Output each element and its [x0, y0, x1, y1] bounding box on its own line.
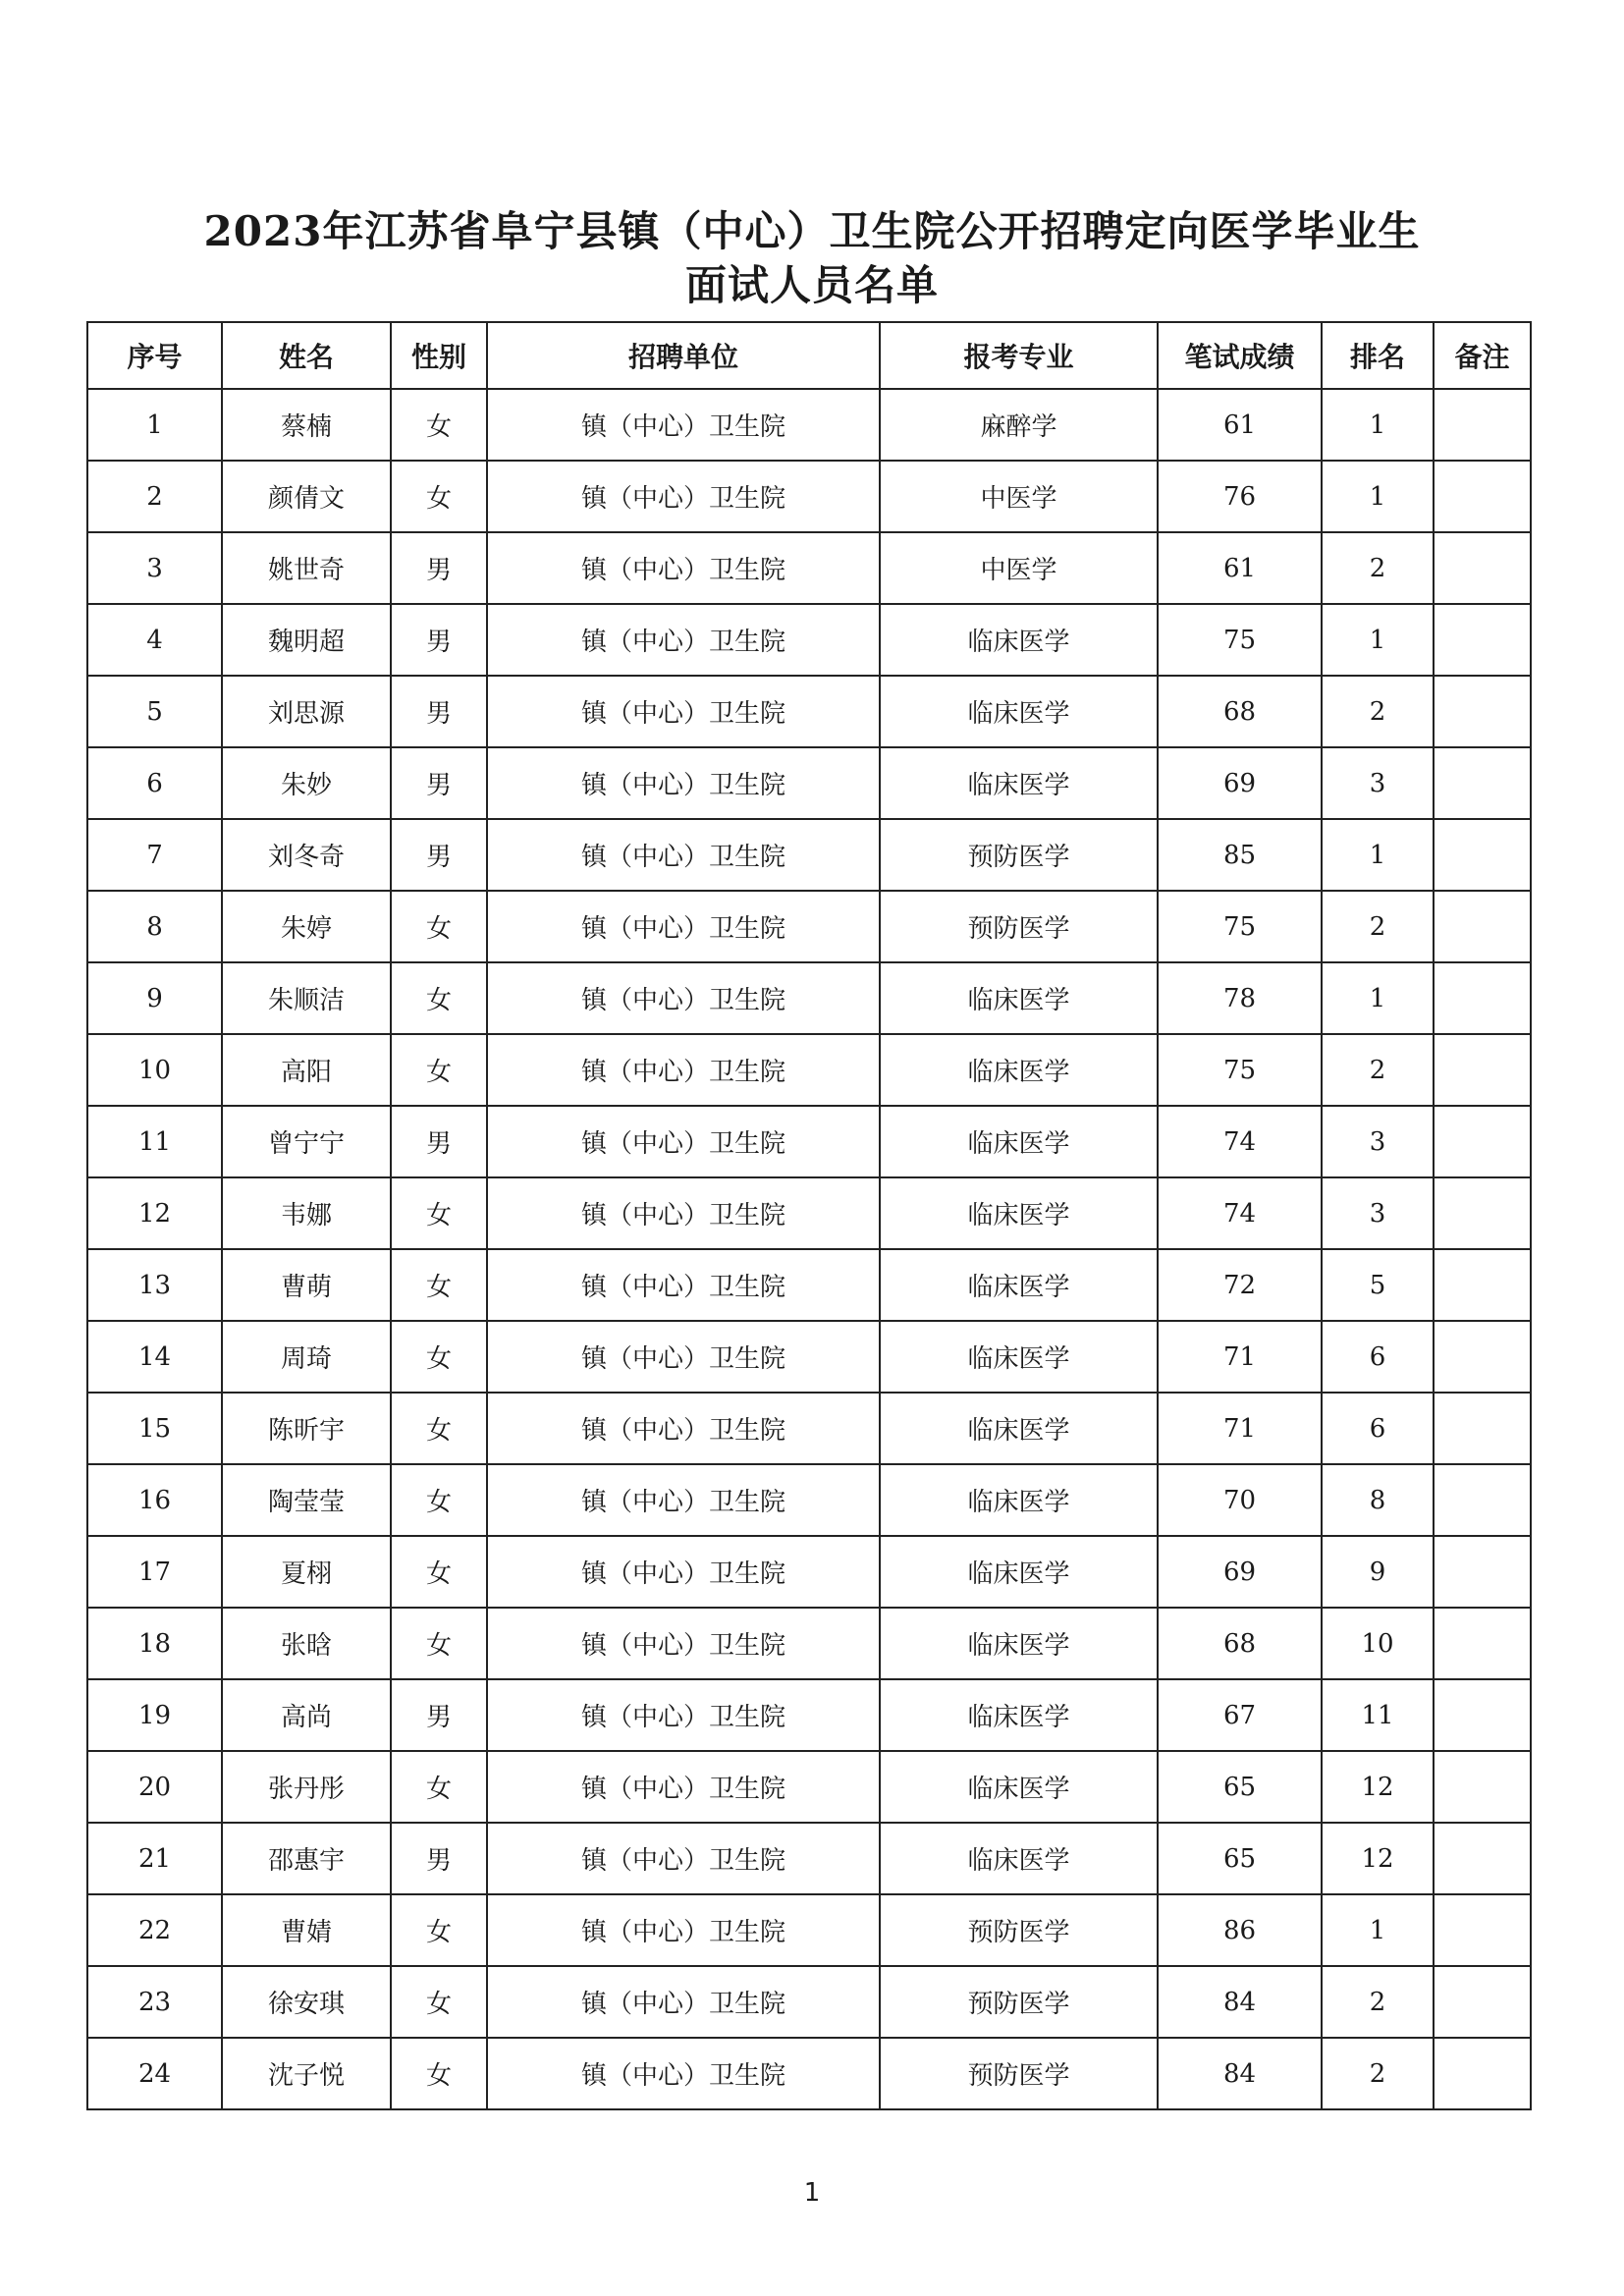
- major-cell: 临床医学: [880, 747, 1158, 819]
- unit-cell: 镇（中心）卫生院: [487, 819, 880, 891]
- note-cell: [1434, 1751, 1531, 1823]
- name-cell: 高阳: [222, 1034, 391, 1106]
- name-cell: 陶莹莹: [222, 1464, 391, 1536]
- score-cell: 72: [1158, 1249, 1322, 1321]
- unit-cell: 镇（中心）卫生院: [487, 1034, 880, 1106]
- note-cell: [1434, 604, 1531, 676]
- rank-cell: 1: [1322, 962, 1434, 1034]
- rank-cell: 1: [1322, 461, 1434, 532]
- note-cell: [1434, 2038, 1531, 2109]
- rank-cell: 9: [1322, 1536, 1434, 1608]
- seq-cell: 23: [87, 1966, 222, 2038]
- document-title-line-2: 面试人员名单: [684, 261, 939, 309]
- major-cell: 临床医学: [880, 962, 1158, 1034]
- major-cell: 临床医学: [880, 1321, 1158, 1393]
- score-cell: 75: [1158, 1034, 1322, 1106]
- note-cell: [1434, 1536, 1531, 1608]
- major-cell: 中医学: [880, 532, 1158, 604]
- major-cell: 预防医学: [880, 1966, 1158, 2038]
- name-cell: 曾宁宁: [222, 1106, 391, 1177]
- rank-cell: 3: [1322, 1106, 1434, 1177]
- major-cell: 预防医学: [880, 819, 1158, 891]
- seq-cell: 14: [87, 1321, 222, 1393]
- score-cell: 84: [1158, 1966, 1322, 2038]
- unit-cell: 镇（中心）卫生院: [487, 1679, 880, 1751]
- table-body: [87, 389, 1531, 2109]
- rank-cell: 3: [1322, 747, 1434, 819]
- score-cell: 68: [1158, 676, 1322, 747]
- name-cell: 张丹彤: [222, 1751, 391, 1823]
- note-cell: [1434, 461, 1531, 532]
- gender-cell: 女: [391, 1536, 487, 1608]
- unit-cell: 镇（中心）卫生院: [487, 747, 880, 819]
- score-cell: 69: [1158, 1536, 1322, 1608]
- note-cell: [1434, 676, 1531, 747]
- table-row: [87, 1608, 1531, 1679]
- major-cell: 临床医学: [880, 1106, 1158, 1177]
- unit-cell: 镇（中心）卫生院: [487, 1464, 880, 1536]
- score-cell: 85: [1158, 819, 1322, 891]
- note-cell: [1434, 1321, 1531, 1393]
- table-row: [87, 1393, 1531, 1464]
- major-cell: 临床医学: [880, 1608, 1158, 1679]
- major-cell: 临床医学: [880, 1393, 1158, 1464]
- unit-cell: 镇（中心）卫生院: [487, 1106, 880, 1177]
- gender-cell: 女: [391, 891, 487, 962]
- name-cell: 颜倩文: [222, 461, 391, 532]
- major-cell: 预防医学: [880, 2038, 1158, 2109]
- unit-cell: 镇（中心）卫生院: [487, 1823, 880, 1894]
- unit-cell: 镇（中心）卫生院: [487, 2038, 880, 2109]
- seq-cell: 1: [87, 389, 222, 461]
- score-cell: 65: [1158, 1751, 1322, 1823]
- gender-cell: 女: [391, 1177, 487, 1249]
- gender-cell: 女: [391, 962, 487, 1034]
- unit-cell: 镇（中心）卫生院: [487, 461, 880, 532]
- note-cell: [1434, 1393, 1531, 1464]
- unit-cell: 镇（中心）卫生院: [487, 676, 880, 747]
- name-cell: 姚世奇: [222, 532, 391, 604]
- rank-cell: 2: [1322, 891, 1434, 962]
- name-cell: 张晗: [222, 1608, 391, 1679]
- seq-cell: 4: [87, 604, 222, 676]
- table-row: [87, 1464, 1531, 1536]
- gender-cell: 女: [391, 1249, 487, 1321]
- table-row: [87, 962, 1531, 1034]
- major-cell: 临床医学: [880, 1751, 1158, 1823]
- unit-cell: 镇（中心）卫生院: [487, 389, 880, 461]
- seq-cell: 12: [87, 1177, 222, 1249]
- unit-cell: 镇（中心）卫生院: [487, 962, 880, 1034]
- gender-cell: 女: [391, 1034, 487, 1106]
- name-cell: 朱婷: [222, 891, 391, 962]
- note-cell: [1434, 819, 1531, 891]
- unit-cell: 镇（中心）卫生院: [487, 1536, 880, 1608]
- seq-cell: 6: [87, 747, 222, 819]
- seq-cell: 9: [87, 962, 222, 1034]
- score-cell: 69: [1158, 747, 1322, 819]
- table-row: [87, 604, 1531, 676]
- seq-cell: 10: [87, 1034, 222, 1106]
- note-cell: [1434, 1106, 1531, 1177]
- note-cell: [1434, 1034, 1531, 1106]
- score-cell: 71: [1158, 1393, 1322, 1464]
- rank-cell: 1: [1322, 389, 1434, 461]
- major-cell: 预防医学: [880, 1894, 1158, 1966]
- score-cell: 71: [1158, 1321, 1322, 1393]
- gender-cell: 男: [391, 532, 487, 604]
- table-row: [87, 1751, 1531, 1823]
- name-cell: 高尚: [222, 1679, 391, 1751]
- unit-cell: 镇（中心）卫生院: [487, 1393, 880, 1464]
- table-row: [87, 819, 1531, 891]
- score-cell: 61: [1158, 532, 1322, 604]
- table-row: [87, 1177, 1531, 1249]
- table-row: [87, 747, 1531, 819]
- table-row: [87, 2038, 1531, 2109]
- score-cell: 61: [1158, 389, 1322, 461]
- rank-cell: 1: [1322, 604, 1434, 676]
- seq-cell: 20: [87, 1751, 222, 1823]
- rank-cell: 10: [1322, 1608, 1434, 1679]
- note-cell: [1434, 962, 1531, 1034]
- seq-cell: 17: [87, 1536, 222, 1608]
- rank-cell: 6: [1322, 1321, 1434, 1393]
- col-score-header: 笔试成绩: [1158, 322, 1322, 389]
- name-cell: 刘思源: [222, 676, 391, 747]
- name-cell: 朱妙: [222, 747, 391, 819]
- note-cell: [1434, 1679, 1531, 1751]
- gender-cell: 女: [391, 2038, 487, 2109]
- note-cell: [1434, 1249, 1531, 1321]
- seq-cell: 3: [87, 532, 222, 604]
- seq-cell: 5: [87, 676, 222, 747]
- gender-cell: 女: [391, 1321, 487, 1393]
- table-row: [87, 1249, 1531, 1321]
- major-cell: 临床医学: [880, 1177, 1158, 1249]
- score-cell: 78: [1158, 962, 1322, 1034]
- unit-cell: 镇（中心）卫生院: [487, 1177, 880, 1249]
- table-row: [87, 891, 1531, 962]
- gender-cell: 男: [391, 676, 487, 747]
- rank-cell: 1: [1322, 819, 1434, 891]
- unit-cell: 镇（中心）卫生院: [487, 1249, 880, 1321]
- name-cell: 陈昕宇: [222, 1393, 391, 1464]
- table-row: [87, 1679, 1531, 1751]
- name-cell: 徐安琪: [222, 1966, 391, 2038]
- table-row: [87, 1823, 1531, 1894]
- major-cell: 中医学: [880, 461, 1158, 532]
- name-cell: 朱顺洁: [222, 962, 391, 1034]
- major-cell: 麻醉学: [880, 389, 1158, 461]
- major-cell: 预防医学: [880, 891, 1158, 962]
- gender-cell: 男: [391, 1679, 487, 1751]
- unit-cell: 镇（中心）卫生院: [487, 1894, 880, 1966]
- seq-cell: 7: [87, 819, 222, 891]
- rank-cell: 3: [1322, 1177, 1434, 1249]
- gender-cell: 女: [391, 461, 487, 532]
- note-cell: [1434, 389, 1531, 461]
- col-note-header: 备注: [1434, 322, 1531, 389]
- name-cell: 魏明超: [222, 604, 391, 676]
- gender-cell: 女: [391, 389, 487, 461]
- score-cell: 76: [1158, 461, 1322, 532]
- name-cell: 韦娜: [222, 1177, 391, 1249]
- gender-cell: 女: [391, 1393, 487, 1464]
- major-cell: 临床医学: [880, 1536, 1158, 1608]
- page-number: 1: [803, 2178, 821, 2208]
- name-cell: 夏栩: [222, 1536, 391, 1608]
- rank-cell: 11: [1322, 1679, 1434, 1751]
- name-cell: 曹萌: [222, 1249, 391, 1321]
- unit-cell: 镇（中心）卫生院: [487, 1966, 880, 2038]
- score-cell: 74: [1158, 1106, 1322, 1177]
- score-cell: 67: [1158, 1679, 1322, 1751]
- col-gender-header: 性别: [391, 322, 487, 389]
- name-cell: 周琦: [222, 1321, 391, 1393]
- major-cell: 临床医学: [880, 1034, 1158, 1106]
- note-cell: [1434, 1608, 1531, 1679]
- score-cell: 86: [1158, 1894, 1322, 1966]
- rank-cell: 1: [1322, 1894, 1434, 1966]
- score-cell: 68: [1158, 1608, 1322, 1679]
- gender-cell: 女: [391, 1894, 487, 1966]
- seq-cell: 21: [87, 1823, 222, 1894]
- seq-cell: 22: [87, 1894, 222, 1966]
- score-cell: 74: [1158, 1177, 1322, 1249]
- table-header-row: [87, 322, 1531, 389]
- score-cell: 75: [1158, 604, 1322, 676]
- note-cell: [1434, 1177, 1531, 1249]
- name-cell: 邵惠宇: [222, 1823, 391, 1894]
- rank-cell: 8: [1322, 1464, 1434, 1536]
- rank-cell: 2: [1322, 2038, 1434, 2109]
- note-cell: [1434, 1464, 1531, 1536]
- name-cell: 刘冬奇: [222, 819, 391, 891]
- name-cell: 曹婧: [222, 1894, 391, 1966]
- major-cell: 临床医学: [880, 676, 1158, 747]
- table-row: [87, 1106, 1531, 1177]
- unit-cell: 镇（中心）卫生院: [487, 532, 880, 604]
- note-cell: [1434, 1823, 1531, 1894]
- major-cell: 临床医学: [880, 604, 1158, 676]
- interview-list-table: [86, 321, 1532, 2110]
- seq-cell: 24: [87, 2038, 222, 2109]
- score-cell: 75: [1158, 891, 1322, 962]
- name-cell: 蔡楠: [222, 389, 391, 461]
- note-cell: [1434, 747, 1531, 819]
- note-cell: [1434, 532, 1531, 604]
- gender-cell: 女: [391, 1464, 487, 1536]
- seq-cell: 15: [87, 1393, 222, 1464]
- rank-cell: 2: [1322, 1966, 1434, 2038]
- gender-cell: 女: [391, 1966, 487, 2038]
- major-cell: 临床医学: [880, 1823, 1158, 1894]
- seq-cell: 19: [87, 1679, 222, 1751]
- col-major-header: 报考专业: [880, 322, 1158, 389]
- rank-cell: 12: [1322, 1751, 1434, 1823]
- document-title-line-1: 2023年江苏省阜宁县镇（中心）卫生院公开招聘定向医学毕业生: [203, 207, 1421, 255]
- gender-cell: 男: [391, 819, 487, 891]
- table-row: [87, 1894, 1531, 1966]
- seq-cell: 8: [87, 891, 222, 962]
- unit-cell: 镇（中心）卫生院: [487, 1608, 880, 1679]
- gender-cell: 男: [391, 604, 487, 676]
- col-seq-header: 序号: [87, 322, 222, 389]
- table-row: [87, 532, 1531, 604]
- unit-cell: 镇（中心）卫生院: [487, 1321, 880, 1393]
- table-row: [87, 676, 1531, 747]
- seq-cell: 18: [87, 1608, 222, 1679]
- major-cell: 临床医学: [880, 1249, 1158, 1321]
- gender-cell: 男: [391, 1106, 487, 1177]
- score-cell: 65: [1158, 1823, 1322, 1894]
- table-row: [87, 389, 1531, 461]
- rank-cell: 12: [1322, 1823, 1434, 1894]
- gender-cell: 男: [391, 747, 487, 819]
- unit-cell: 镇（中心）卫生院: [487, 891, 880, 962]
- seq-cell: 11: [87, 1106, 222, 1177]
- table-row: [87, 1966, 1531, 2038]
- unit-cell: 镇（中心）卫生院: [487, 1751, 880, 1823]
- rank-cell: 6: [1322, 1393, 1434, 1464]
- gender-cell: 女: [391, 1751, 487, 1823]
- name-cell: 沈子悦: [222, 2038, 391, 2109]
- gender-cell: 女: [391, 1608, 487, 1679]
- major-cell: 临床医学: [880, 1464, 1158, 1536]
- col-rank-header: 排名: [1322, 322, 1434, 389]
- unit-cell: 镇（中心）卫生院: [487, 604, 880, 676]
- seq-cell: 2: [87, 461, 222, 532]
- seq-cell: 16: [87, 1464, 222, 1536]
- seq-cell: 13: [87, 1249, 222, 1321]
- col-name-header: 姓名: [222, 322, 391, 389]
- rank-cell: 2: [1322, 676, 1434, 747]
- table-row: [87, 461, 1531, 532]
- table-row: [87, 1034, 1531, 1106]
- rank-cell: 2: [1322, 1034, 1434, 1106]
- rank-cell: 2: [1322, 532, 1434, 604]
- major-cell: 临床医学: [880, 1679, 1158, 1751]
- score-cell: 70: [1158, 1464, 1322, 1536]
- note-cell: [1434, 891, 1531, 962]
- score-cell: 84: [1158, 2038, 1322, 2109]
- table-row: [87, 1536, 1531, 1608]
- col-unit-header: 招聘单位: [487, 322, 880, 389]
- note-cell: [1434, 1894, 1531, 1966]
- gender-cell: 男: [391, 1823, 487, 1894]
- table-row: [87, 1321, 1531, 1393]
- note-cell: [1434, 1966, 1531, 2038]
- rank-cell: 5: [1322, 1249, 1434, 1321]
